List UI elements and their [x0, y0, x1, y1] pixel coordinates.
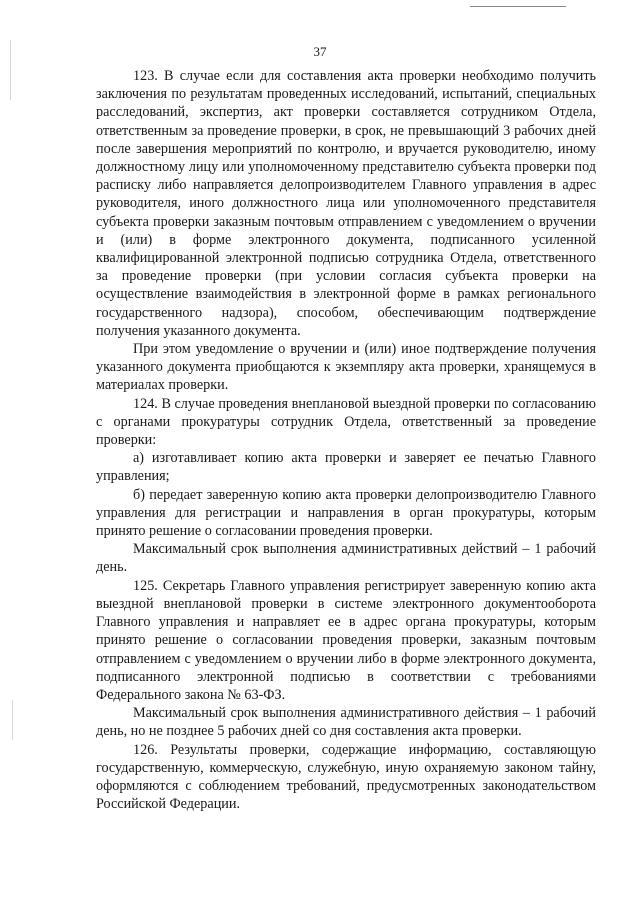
paragraph-deadline-2: Максимальный срок выполнения административного действия – 1 рабочий день, но не позднее 5 рабочих дней со дня составления акта проверки.: [96, 705, 596, 740]
list-item-a: а) изготавливает копию акта проверки и заверяет ее печатью Главного управления;: [96, 450, 596, 485]
paragraph-124: 124. В случае проведения внеплановой выездной проверки по согласованию с органами прокуратуры сотрудник Отдела, ответственный за проведение проверки:: [96, 395, 596, 449]
scan-artifact-top: [470, 6, 566, 7]
list-item-b: б) передает заверенную копию акта проверки делопроизводителю Главного управления для регистрации и направления в орган прокуратуры, которым принято решение о согласовании проведения проверки.: [96, 486, 596, 540]
scan-artifact-left-lower: [12, 700, 13, 740]
paragraph-125: 125. Секретарь Главного управления регистрирует заверенную копию акта выездной внеплановой проверки в системе электронного документооборота Главного управления и направляет ее в адрес органа прокуратуры, которым принято решение о согласовании проведения проверки, заказным почтовым отправлением с уведомлением о вручении либо в форме электронного документа, подписанного электронной подписью в соответствии с требованиями Федерального закона № 63-ФЗ.: [96, 577, 596, 703]
page-number: 37: [313, 44, 327, 59]
document-body: [96, 67, 596, 813]
paragraph-126: 126. Результаты проверки, содержащие информацию, составляющую государственную, коммерческую, служебную, иную охраняемую законом тайну, оформляются с соблюдением требований, предусмотренных законодательством Российской Федерации.: [96, 741, 596, 813]
paragraph-notice: При этом уведомление о вручении и (или) иное подтверждение получения указанного документа приобщаются к экземпляру акта проверки, хранящемуся в материалах проверки.: [96, 341, 596, 394]
paragraph-deadline-1: Максимальный срок выполнения административных действий – 1 рабочий день.: [96, 541, 596, 576]
paragraph-123: 123. В случае если для составления акта проверки необходимо получить заключения по результатам проведенных исследований, испытаний, специальных расследований, экспертиз, акт проверки составляется сотрудником Отдела, ответственным за проведение проверки, в срок, не превышающий 3 рабочих дней после завершения мероприятий по контролю, и вручается руководителю, иному должностному лицу или уполномоченному представителю субъекта проверки под расписку либо направляется делопроизводителем Главного управления в адрес руководителя, иного должностного лица или уполномоченного представителя субъекта проверки заказным почтовым отправлением с уведомлением о вручении и (или) в форме электронного документа, подписанного усиленной квалифицированной электронной подписью сотрудника Отдела, ответственного за проведение проверки (при условии согласия субъекта проверки на осуществление взаимодействия в электронной форме в рамках регионального государственного надзора), способом, обеспечивающим подтверждение получения указанного документа.: [96, 68, 596, 339]
